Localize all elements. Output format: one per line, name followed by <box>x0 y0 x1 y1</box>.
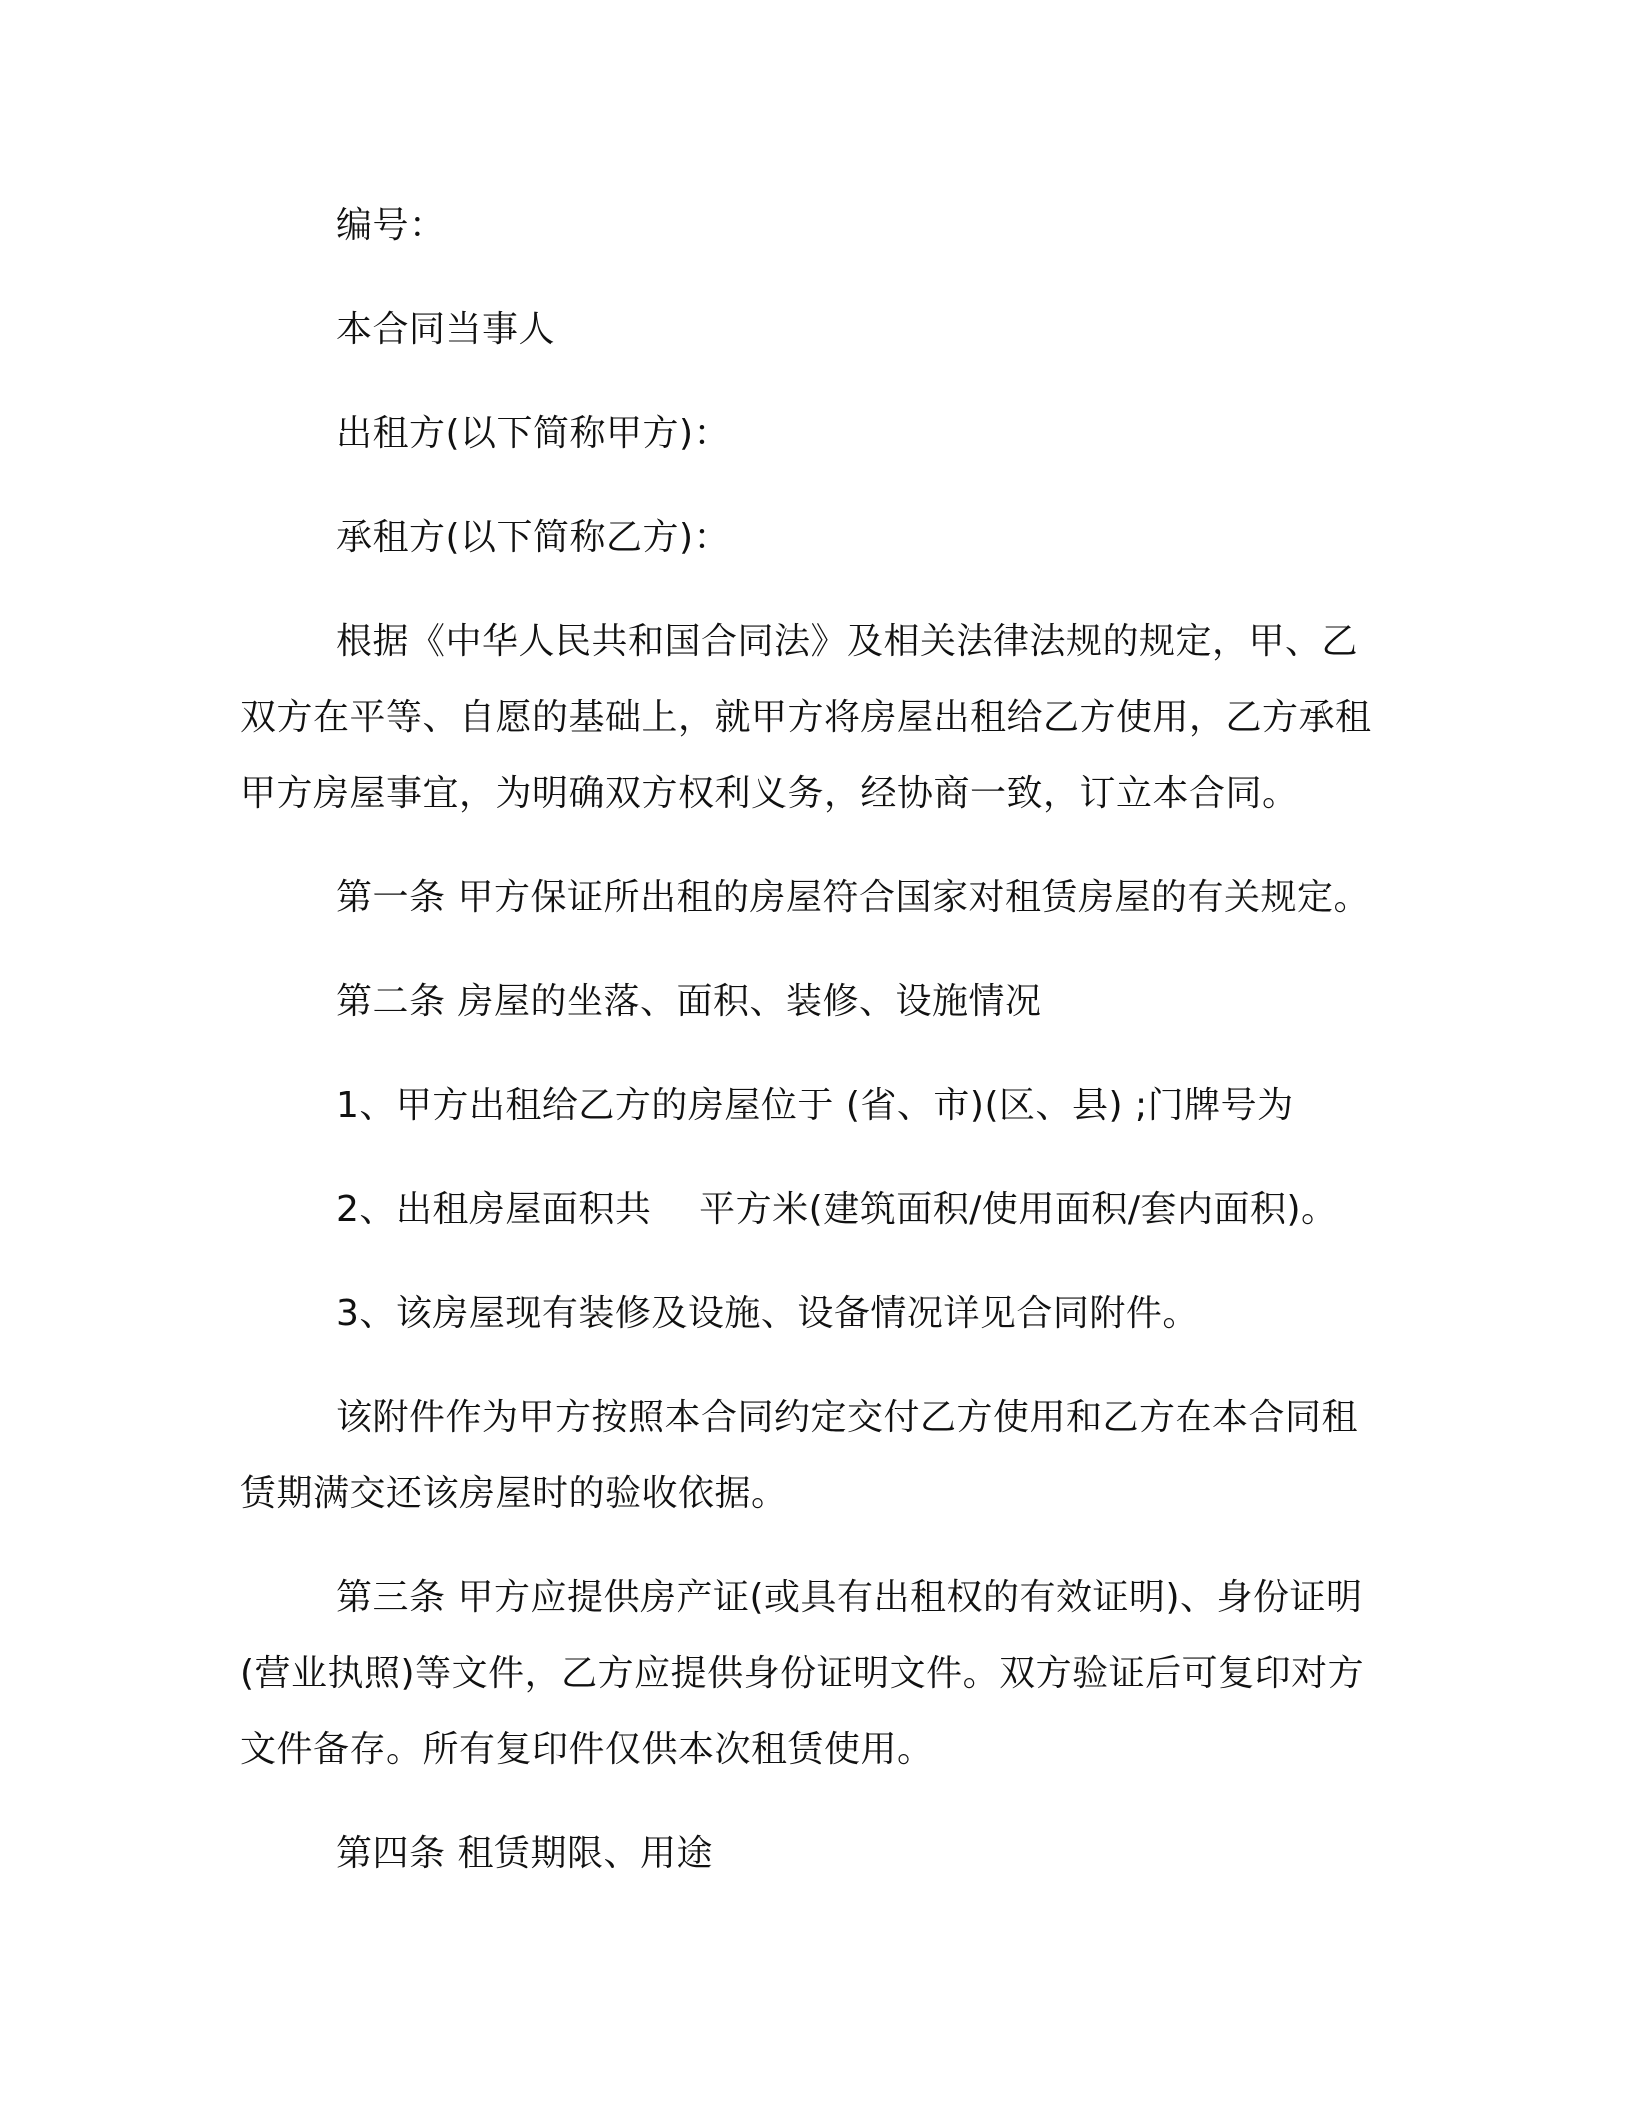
attachment-note: 该附件作为甲方按照本合同约定交付乙方使用和乙方在本合同租赁期满交还该房屋时的验收依据。 <box>240 1397 1359 1514</box>
lessor-line: 出租方(以下简称甲方)： <box>336 413 731 454</box>
preamble-paragraph: 根据《中华人民共和国合同法》及相关法律法规的规定，甲、乙双方在平等、自愿的基础上，就甲方将房屋出租给乙方使用，乙方承租甲方房屋事宜，为明确双方权利义务，经协商一致，订立本合同。 <box>240 621 1372 814</box>
article-1: 第一条 甲方保证所出租的房屋符合国家对租赁房屋的有关规定。 <box>336 877 1370 918</box>
contract-body <box>240 188 1392 1920</box>
article-3: 第三条 甲方应提供房产证(或具有出租权的有效证明)、身份证明(营业执照)等文件，乙方应提供身份证明文件。双方验证后可复印对方文件备存。所有复印件仅供本次租赁使用。 <box>240 1577 1365 1770</box>
article-2-item-1: 1、甲方出租给乙方的房屋位于 (省、市)(区、县) ;门牌号为 <box>336 1085 1294 1126</box>
article-4-heading: 第四条 租赁期限、用途 <box>336 1833 713 1874</box>
lessee-line: 承租方(以下简称乙方)： <box>336 517 731 558</box>
article-2-item-2: 2、出租房屋面积共 平方米(建筑面积/使用面积/套内面积)。 <box>336 1189 1338 1230</box>
article-2-item-3: 3、该房屋现有装修及设施、设备情况详见合同附件。 <box>336 1293 1199 1334</box>
article-2-heading: 第二条 房屋的坐落、面积、装修、设施情况 <box>336 981 1042 1022</box>
contract-number-line: 编号： <box>336 205 446 246</box>
parties-heading: 本合同当事人 <box>336 309 556 350</box>
